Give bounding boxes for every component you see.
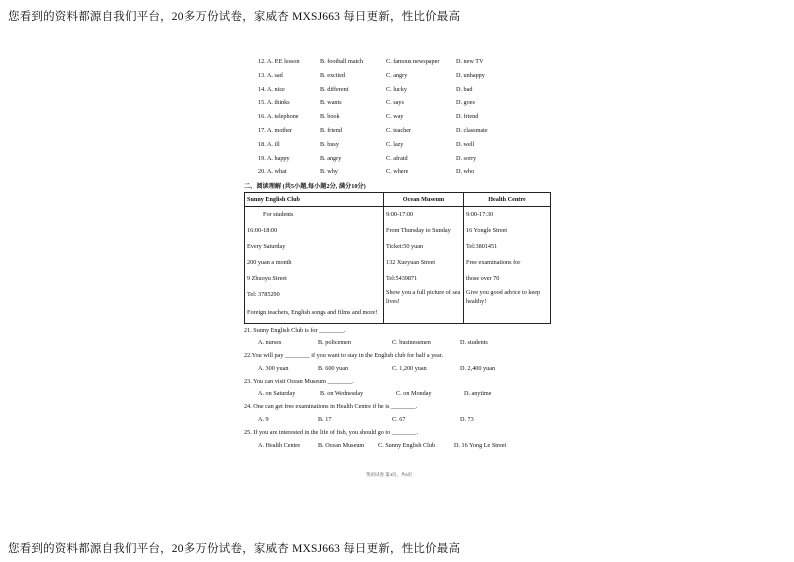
option-c: C. 67 <box>392 415 406 423</box>
option-a: A. on Saturday <box>258 390 296 398</box>
option-a: 20. A. what <box>258 168 287 176</box>
question-options <box>244 337 550 350</box>
ad-title-club: Sunny English Club <box>245 193 384 207</box>
ad-line: Show you a full picture of sea lives! <box>386 289 461 305</box>
option-b: B. different <box>320 85 349 93</box>
question-stem: 23. You can visit Ocean Museum ________. <box>244 377 354 385</box>
promo-banner-bottom: 您看到的资料都源自我们平台，20多万份试卷，家威杏 MXSJ663 每日更新，性比价最高 <box>8 543 461 555</box>
option-d: D. 73 <box>460 415 474 423</box>
cloze-options <box>244 56 550 180</box>
option-row <box>244 56 550 70</box>
ad-line: From Thursday to Sunday <box>386 227 451 235</box>
ad-line: 132 Xueyuan Street <box>386 259 436 267</box>
option-row <box>244 153 550 167</box>
option-d: D. classmate <box>456 126 488 134</box>
ad-line: 9 Zhuoyu Street <box>247 275 287 283</box>
option-b: B. why <box>320 168 338 176</box>
option-c: C. 1,200 yuan <box>392 364 427 372</box>
option-c: C. lucky <box>386 85 407 93</box>
ad-line: 16:00-18:00 <box>247 227 278 235</box>
option-a: A. Health Centre <box>258 441 301 449</box>
option-b: B. wants <box>320 99 342 107</box>
option-row <box>244 70 550 84</box>
ad-club <box>245 207 384 324</box>
option-a: A. 9 <box>258 415 269 423</box>
question-options <box>244 363 550 376</box>
option-d: D. who <box>456 168 475 176</box>
option-c: C. afraid <box>386 154 408 162</box>
option-d: D. students <box>460 339 488 347</box>
option-a: 13. A. sad <box>258 71 283 79</box>
option-a: A. 300 yuan <box>258 364 289 372</box>
question-stem: 25. If you are interested in the life of fish, you should go to ________. <box>244 429 419 437</box>
ad-line: For students <box>263 211 294 219</box>
ad-health <box>464 207 551 324</box>
option-row <box>244 125 550 139</box>
option-d: D. unhappy <box>456 71 485 79</box>
ad-line: 16 Yongle Street <box>466 227 508 235</box>
promo-banner-top: 您看到的资料都源自我们平台，20多万份试卷，家威杏 MXSJ663 每日更新，性比价最高 <box>8 11 461 23</box>
option-b: B. football match <box>320 58 364 65</box>
ad-line: 9:00-17:00 <box>386 211 414 219</box>
page-footer: 英语试卷 第4页，共6页 <box>366 472 413 477</box>
option-a: A. nurses <box>258 339 282 347</box>
option-c: C. businessmen <box>392 339 431 347</box>
question-options <box>244 388 550 401</box>
option-d: D. 2,400 yuan <box>460 364 496 372</box>
option-d: D. friend <box>456 113 479 121</box>
option-b: B. policemen <box>318 339 351 347</box>
ad-line: those over 70 <box>466 275 500 283</box>
option-d: D. bad <box>456 85 473 93</box>
question-stem: 22.You will pay ________ if you want to stay in the English club for half a year. <box>244 352 444 360</box>
question-options <box>244 414 550 427</box>
option-row <box>244 166 550 180</box>
option-a: 15. A. thinks <box>258 99 290 107</box>
option-a: 18. A. ill <box>258 140 280 148</box>
option-b: B. Ocean Museum <box>318 441 365 449</box>
option-b: B. book <box>320 113 340 121</box>
option-b: B. angry <box>320 154 342 162</box>
question-options <box>244 440 550 453</box>
ad-line: Give you good advice to keep healthy! <box>466 289 541 305</box>
ad-title-health: Health Centre <box>464 193 551 207</box>
option-c: C. famous newspaper <box>386 58 440 65</box>
option-c: C. where <box>386 168 409 176</box>
question-stem: 21. Sunny English Club is for ________. <box>244 326 346 334</box>
section-title: 二、阅读理解 (共5小题,每小题2分, 满分10分) <box>244 183 366 191</box>
ad-line: Tel: 3785290 <box>247 291 280 299</box>
option-row <box>244 111 550 125</box>
option-c: C. teacher <box>386 126 412 134</box>
option-d: D. new TV <box>456 58 484 65</box>
ad-museum <box>384 207 464 324</box>
option-b: B. excited <box>320 71 346 79</box>
ad-line: Tel:5439871 <box>386 275 418 283</box>
option-c: C. way <box>386 113 404 121</box>
option-b: B. friend <box>320 126 342 134</box>
question-stem: 24. One can get free examinations in Health Centre if he is ________. <box>244 403 418 411</box>
option-d: D. well <box>456 140 475 148</box>
option-b: B. 17 <box>318 415 332 423</box>
option-row <box>244 84 550 98</box>
option-c: C. angry <box>386 71 408 79</box>
option-a: 12. A. P.E lesson <box>258 58 300 65</box>
option-row <box>244 139 550 153</box>
ad-line: Foreign teachers, English songs and films and more! <box>247 309 378 317</box>
option-b: B. 600 yuan <box>318 364 349 372</box>
ad-title-museum: Ocean Museum <box>384 193 464 207</box>
ad-line: Ticket:50 yuan <box>386 243 424 251</box>
option-a: 19. A. happy <box>258 154 290 162</box>
ad-line: 200 yuan a month <box>247 259 292 267</box>
option-c: C. on Monday <box>396 390 432 398</box>
questions <box>244 324 550 452</box>
option-d: D. 16 Yong Le Street <box>454 441 507 449</box>
option-a: 14. A. nice <box>258 85 285 93</box>
option-c: C. lazy <box>386 140 404 148</box>
option-b: B. on Wednesday <box>320 390 364 398</box>
option-row <box>244 97 550 111</box>
option-b: B. busy <box>320 140 339 148</box>
option-d: D. sorry <box>456 154 477 162</box>
ad-line: Free examinations for <box>466 259 521 267</box>
ad-line: 9:00-17:30 <box>466 211 494 219</box>
option-d: D. anytime <box>464 390 492 398</box>
ad-line: Every Saturday <box>247 243 286 251</box>
option-c: C. says <box>386 99 404 107</box>
exam-page <box>244 56 550 452</box>
ad-line: Tel:3801451 <box>466 243 498 251</box>
option-c: C. Sunny English Club <box>378 441 436 449</box>
ads-table <box>244 192 551 324</box>
option-a: 17. A. mother <box>258 126 293 134</box>
option-d: D. goes <box>456 99 475 107</box>
option-a: 16. A. telephone <box>258 113 299 121</box>
